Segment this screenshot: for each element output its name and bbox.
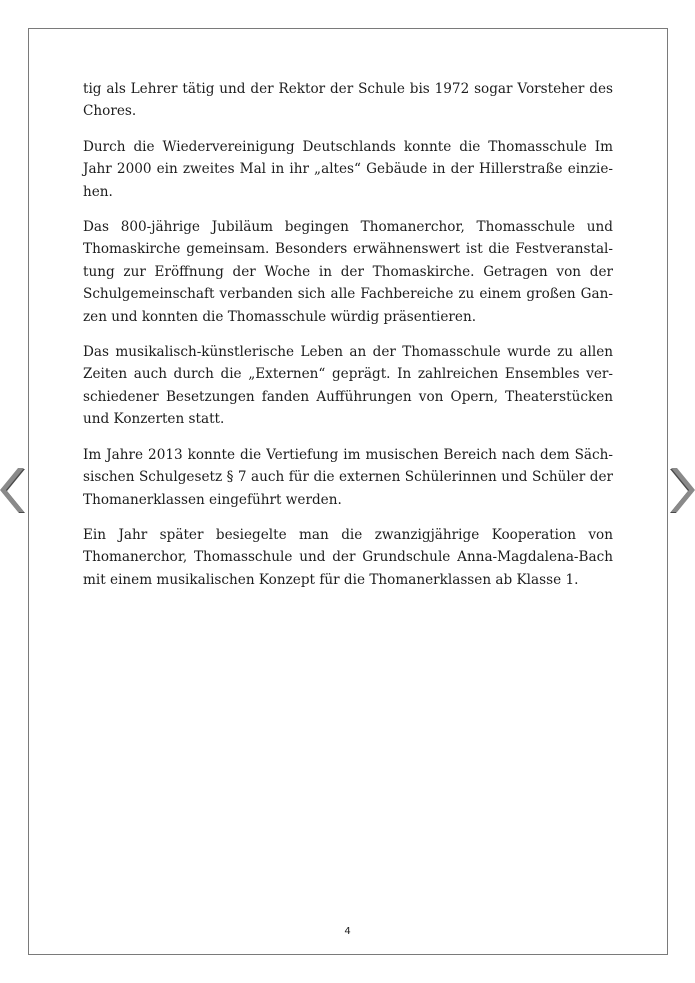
document-body: [83, 78, 613, 604]
paragraph-4: Das musikalisch-künstlerische Leben an der Thomasschule wurde zu allen Zeiten auch durch die „Externen“ geprägt. In zahlreichen Ensembles ver-schiedener Besetzungen fanden Aufführungen von Opern, Theaterstücken und Konzerten statt.: [83, 344, 613, 428]
paragraph-6: Ein Jahr später besiegelte man die zwanzigjährige Kooperation von Thomanerchor, Thomasschule und der Grundschule Anna-Magdalena-Bach mit einem musikalischen Konzept für die Thomanerklassen ab Klasse 1.: [83, 526, 613, 588]
page-number: 4: [344, 926, 351, 937]
chevron-left-icon: [0, 464, 26, 516]
paragraph-1: tig als Lehrer tätig und der Rektor der Schule bis 1972 sogar Vorsteher des Chores.: [83, 81, 613, 120]
next-page-button[interactable]: [669, 464, 695, 516]
paragraph-2: Durch die Wiedervereinigung Deutschlands konnte die Thomasschule Im Jahr 2000 ein zweites Mal in ihr „altes“ Gebäude in der Hillerstraße einzie-hen.: [83, 138, 613, 200]
paragraph-3: Das 800-jährige Jubiläum begingen Thomanerchor, Thomasschule und Thomaskirche gemeinsam. Besonders erwähnenswert ist die Festveranstal-tung zur Eröffnung der Woche in der Thomaskirche. Getragen von der Schulgemeinschaft verbanden sich alle Fachbereiche zu einem großen Gan-zen und konnten die Thomasschule würdig präsentieren.: [83, 219, 613, 325]
chevron-right-icon: [669, 464, 695, 516]
prev-page-button[interactable]: [0, 464, 26, 516]
paragraph-5: Im Jahre 2013 konnte die Vertiefung im musischen Bereich nach dem Säch-sischen Schulgesetz § 7 auch für die externen Schülerinnen und Schüler der Thomanerklassen eingeführt werden.: [83, 446, 613, 508]
